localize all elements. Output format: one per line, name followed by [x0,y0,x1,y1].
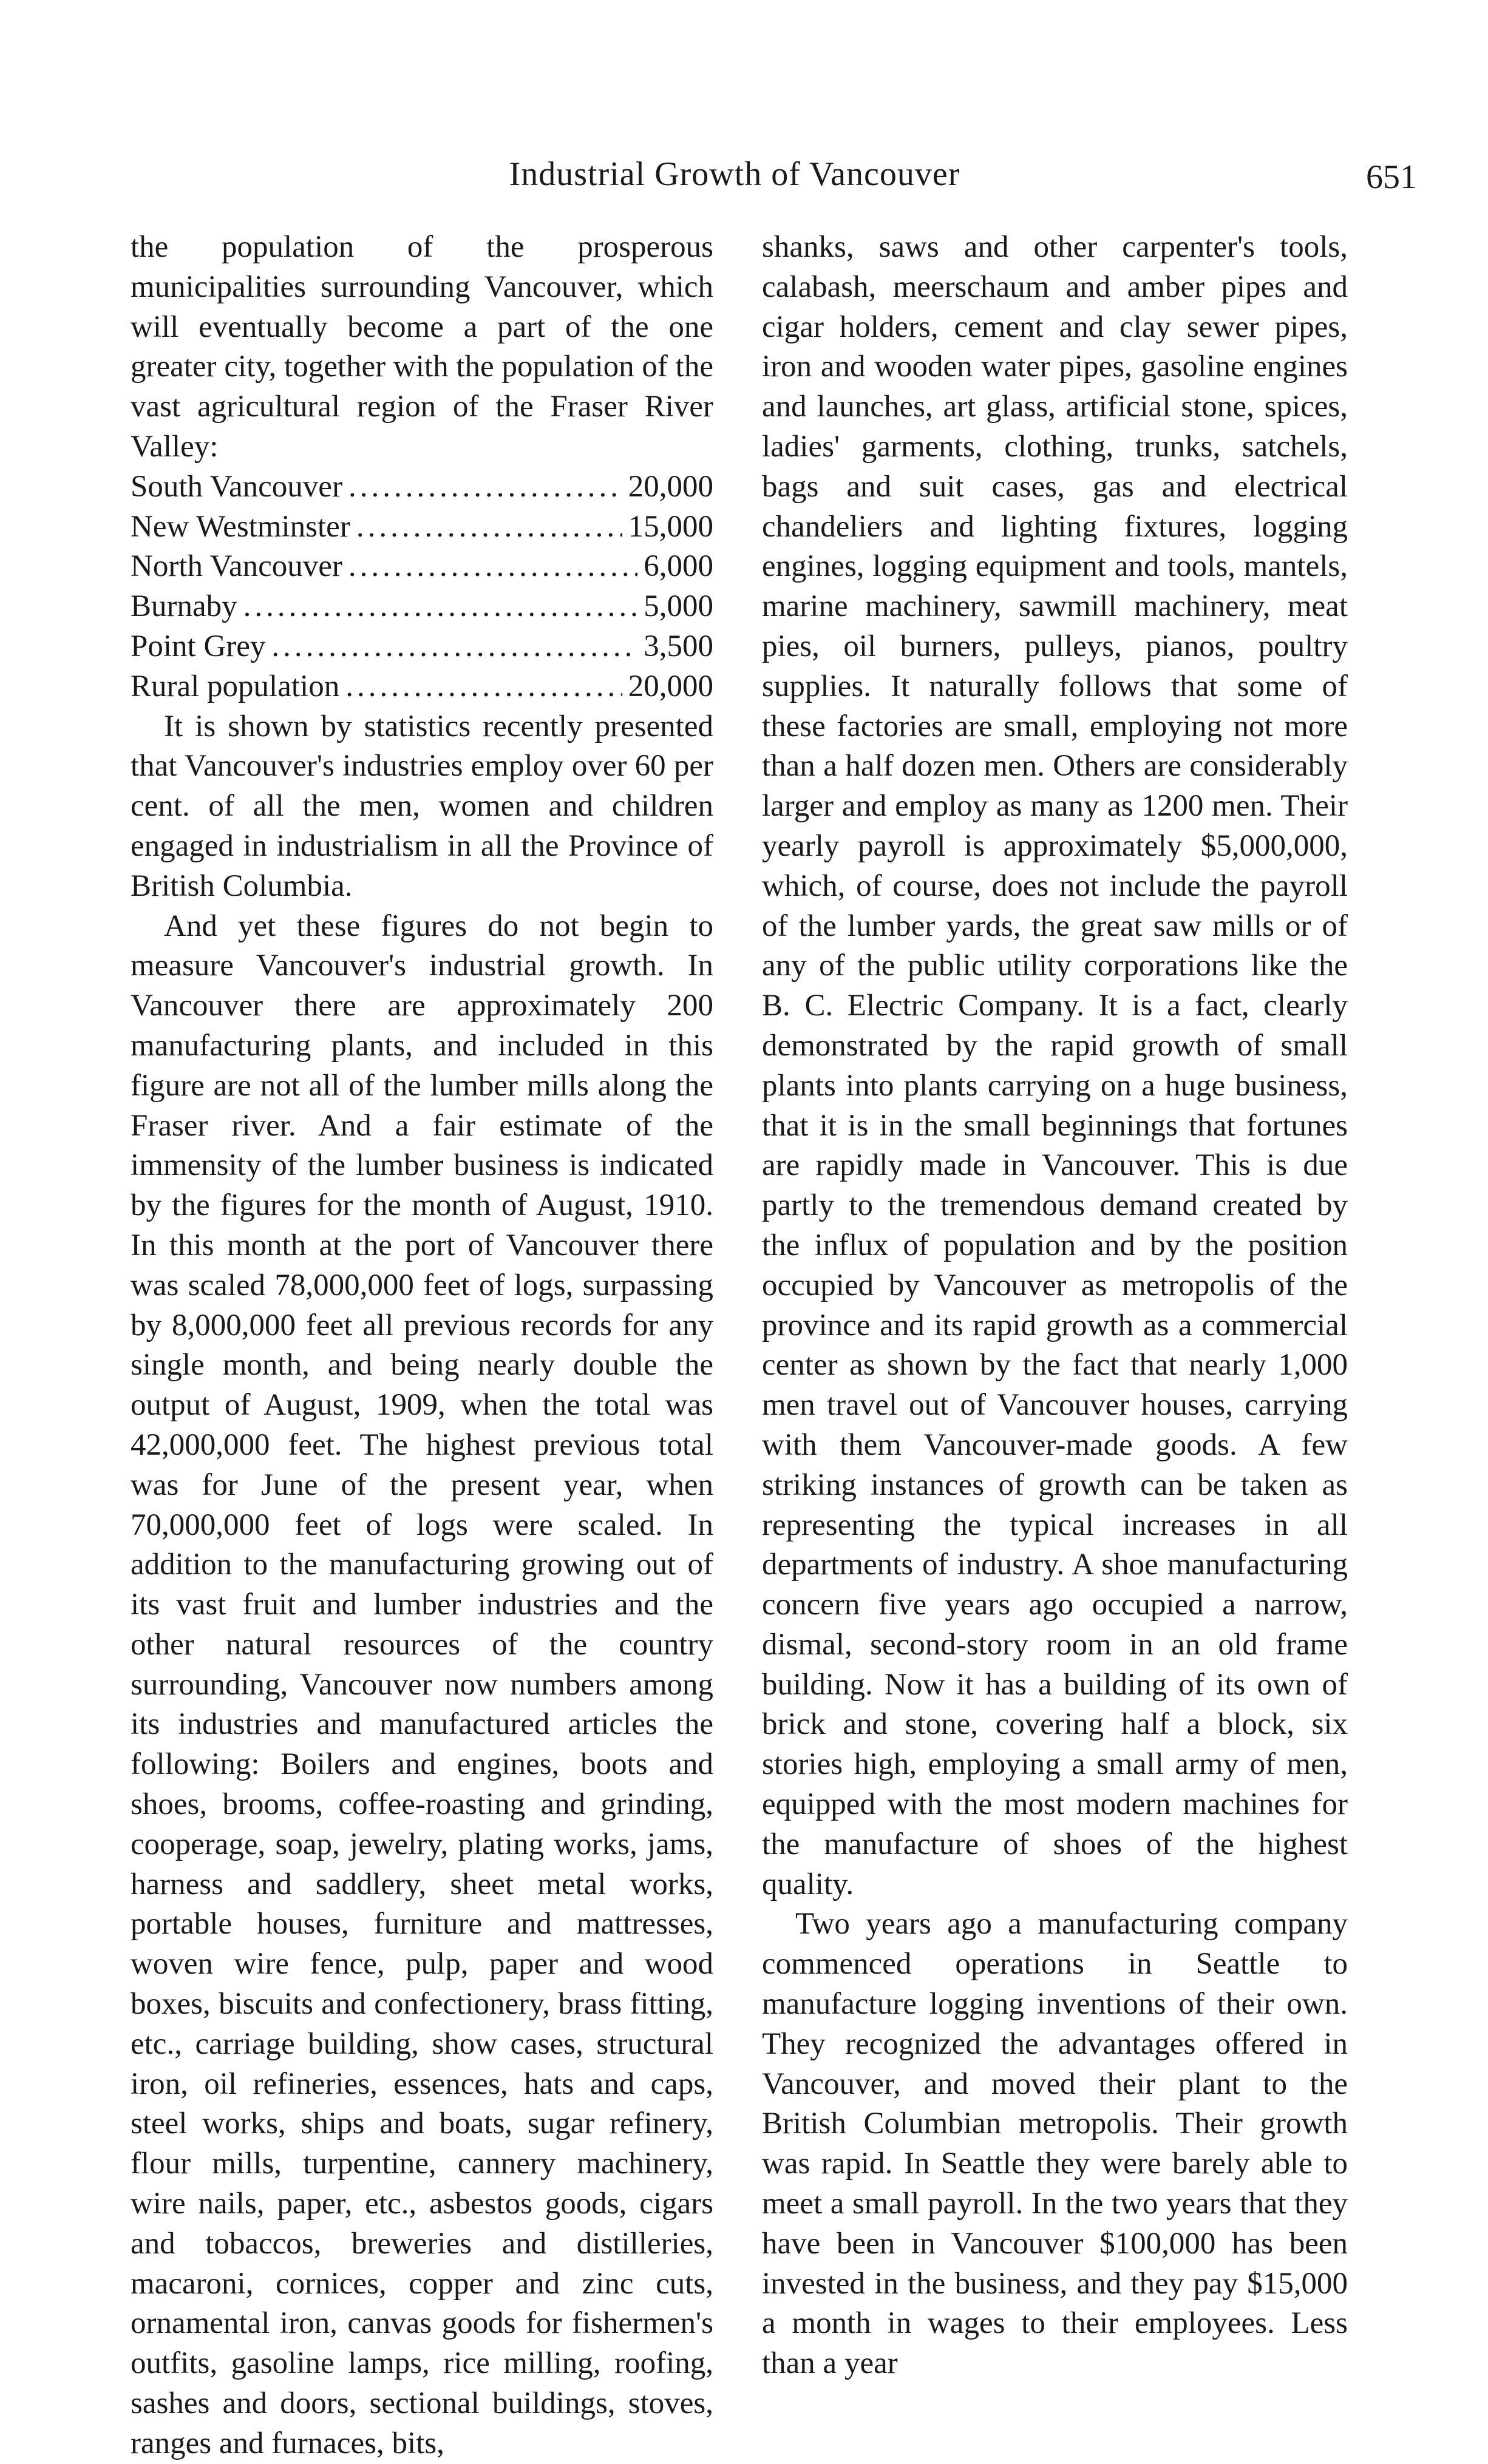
leader-dots [348,547,637,587]
population-row [131,547,713,587]
population-place: North Vancouver [131,549,342,584]
industries-paragraph: And yet these figures do not begin to measure Vancouver's industrial growth. In Vancouver there are approximately 200 manufacturing plants, and included in this figure are not all of the lumber mills along the Fraser river. And a fair estimate of the immensity of the lumber business is indicated by the figures for the month of August, 1910. In this month at the port of Vancouver there was scaled 78,000,000 feet of logs, surpassing by 8,000,000 feet all previous records for any single month, and being nearly double the output of August, 1909, when the total was 42,000,000 feet. The highest previous total was for June of the present year, when 70,000,000 feet of logs were scaled. In addition to the manufacturing growing out of its vast fruit and lumber industries and the other natural resources of the country surrounding, Vancouver now numbers among its industries and manufactured articles the following: Boilers and engines, boots and shoes, brooms, coffee-roasting and grinding, cooperage, soap, jewelry, plating works, jams, harness and saddlery, sheet metal works, portable houses, furniture and mattresses, woven wire fence, pulp, paper and wood boxes, biscuits and confectionery, brass fitting, etc., carriage building, show cases, structural iron, oil refineries, essences, hats and caps, steel works, ships and boats, sugar refinery, flour mills, turpentine, cannery machinery, wire nails, paper, etc., asbestos goods, cigars and tobaccos, breweries and distilleries, macaroni, cornices, copper and zinc cuts, ornamental iron, canvas goods for fishermen's outfits, gasoline lamps, rice milling, roofing, sashes and doors, sectional buildings, stoves, ranges and furnaces, bits, [131,909,713,2460]
left-intro-paragraph: the population of the prosperous municipalities surrounding Vancouver, which will eventually become a part of the one greater city, together with the population of the vast agricultural region of the Fraser River Valley: [131,230,713,464]
population-row [131,587,713,627]
seattle-company-paragraph: Two years ago a manufacturing company commenced operations in Seattle to manufacture logging inventions of their own. They recognized the advantages offered in Vancouver, and moved their plant to the British Columbian metropolis. Their growth was rapid. In Seattle they were barely able to meet a small payroll. In the two years that they have been in Vancouver $100,000 has been invested in the business, and they pay $15,000 a month in wages to their employees. Less than a year [762,1907,1348,2381]
population-value: 20,000 [628,669,713,703]
page-number: 651 [1366,158,1417,196]
leader-dots [356,507,622,547]
left-column [131,228,713,2464]
population-value: 3,500 [644,629,713,663]
population-place: Rural population [131,669,340,703]
leader-dots [345,667,622,707]
continued-paragraph: shanks, saws and other carpenter's tools, calabash, meerschaum and amber pipes and cigar holders, cement and clay sewer pipes, iron and wooden water pipes, gasoline engines and launches, art glass, artificial stone, spices, ladies' garments, clothing, trunks, satchels, bags and suit cases, gas and electrical chandeliers and lighting fixtures, logging engines, logging equipment and tools, mantels, marine machinery, sawmill machinery, meat pies, oil burners, pulleys, pianos, poultry supplies. It naturally follows that some of these factories are small, employing not more than a half dozen men. Others are considerably larger and employ as many as 1200 men. Their yearly payroll is approximately $5,000,000, which, of course, does not include the payroll of the lumber yards, the great saw mills or of any of the public utility corporations like the B. C. Electric Company. It is a fact, clearly demonstrated by the rapid growth of small plants into plants carrying on a huge business, that it is in the small beginnings that fortunes are rapidly made in Vancouver. This is due partly to the tremendous demand created by the influx of population and by the position occupied by Vancouver as metropolis of the province and its rapid growth as a commercial center as shown by the fact that nearly 1,000 men travel out of Vancouver houses, carrying with them Vancouver-made goods. A few striking instances of growth can be taken as representing the typical increases in all departments of industry. A shoe manufacturing concern five years ago occupied a narrow, dismal, second-story room in an old frame building. Now it has a building of its own of brick and stone, covering half a block, six stories high, employing a small army of men, equipped with the most modern machines for the manufacture of shoes of the highest quality. [762,230,1348,1901]
leader-dots [271,627,637,667]
leader-dots [348,467,622,507]
population-value: 6,000 [644,549,713,584]
population-row [131,467,713,507]
leader-dots [243,587,638,627]
population-value: 15,000 [628,509,713,544]
population-table [131,467,713,707]
population-value: 20,000 [628,469,713,504]
population-place: New Westminster [131,509,350,544]
population-row [131,667,713,707]
population-row [131,627,713,667]
running-head-title: Industrial Growth of Vancouver [509,155,960,193]
right-column [762,228,1348,2384]
population-row [131,507,713,547]
population-place: South Vancouver [131,469,342,504]
population-place: Point Grey [131,629,266,663]
population-place: Burnaby [131,589,237,624]
population-value: 5,000 [644,589,713,624]
statistics-paragraph: It is shown by statistics recently presented that Vancouver's industries employ over 60 per cent. of all the men, women and children engaged in industrialism in all the Province of British Columbia. [131,709,713,903]
